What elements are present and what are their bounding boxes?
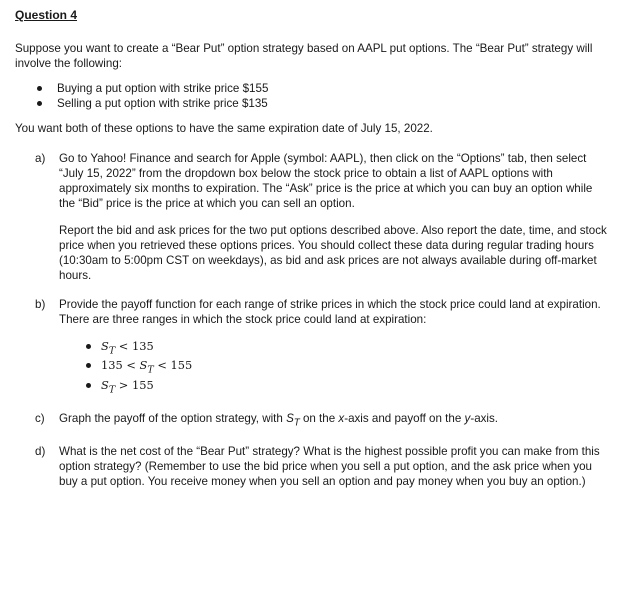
expiration-statement: You want both of these options to have the same expiration date of July 15, 2022. — [15, 122, 433, 135]
question-heading: Question 4 — [15, 8, 78, 22]
part-b-text: Provide the payoff function for each range of strike prices in which the stock price could land at expiration. There are three ranges in which the stock price could land at expiration: — [59, 298, 601, 326]
bullet-buy-put: Buying a put option with strike price $155 — [35, 81, 608, 96]
part-a-label: a) — [35, 152, 46, 165]
range-below-135: $S_T < 135$ — [85, 339, 608, 358]
intro-paragraph: Suppose you want to create a “Bear Put” option strategy based on AAPL put options. The “Bear Put” strategy will involve the following: — [15, 42, 593, 70]
range-between: $135 < S_T < 155$ — [85, 358, 608, 377]
part-c-text: Graph the payoff of the option strategy, with $S_T$ on the x-axis and payoff on the y-axis. — [59, 411, 499, 429]
price-range-list — [59, 339, 608, 397]
question-part-a — [15, 151, 608, 283]
question-part-c — [15, 411, 608, 430]
part-a-paragraph-2: Report the bid and ask prices for the two put options described above. Also report the date, time, and stock price when you retrieved these options prices. You should collect these data during regular trading hours (10:30am to 5:00pm CST on weekdays), as bid and ask prices are not always available during off-market hours. — [59, 224, 607, 282]
part-c-label: c) — [35, 411, 45, 425]
part-a-paragraph-1: Go to Yahoo! Finance and search for Apple (symbol: AAPL), then click on the “Options” tab, then select “July 15, 2022” from the dropdown box below the stock price to obtain a list of AAPL options with approximately six months to expiration. The “Ask” price is the price at which you can buy an option while the “Bid” price is the price at which you can sell an option. — [59, 152, 593, 210]
part-d-text: What is the net cost of the “Bear Put” strategy? What is the highest possible profit you can make from this option strategy? (Remember to use the bid price when you sell a put option, and the ask price when you buy a put option. You receive money when you sell an option and pay money when you buy an option.) — [59, 445, 600, 489]
part-b-label: b) — [35, 298, 46, 311]
bullet-sell-put: Selling a put option with strike price $135 — [35, 96, 608, 111]
part-d-label: d) — [35, 445, 46, 459]
question-part-d — [15, 444, 608, 489]
strategy-bullet-list — [15, 81, 608, 111]
range-above-155: $S_T > 155$ — [85, 378, 608, 397]
question-part-b — [15, 297, 608, 397]
